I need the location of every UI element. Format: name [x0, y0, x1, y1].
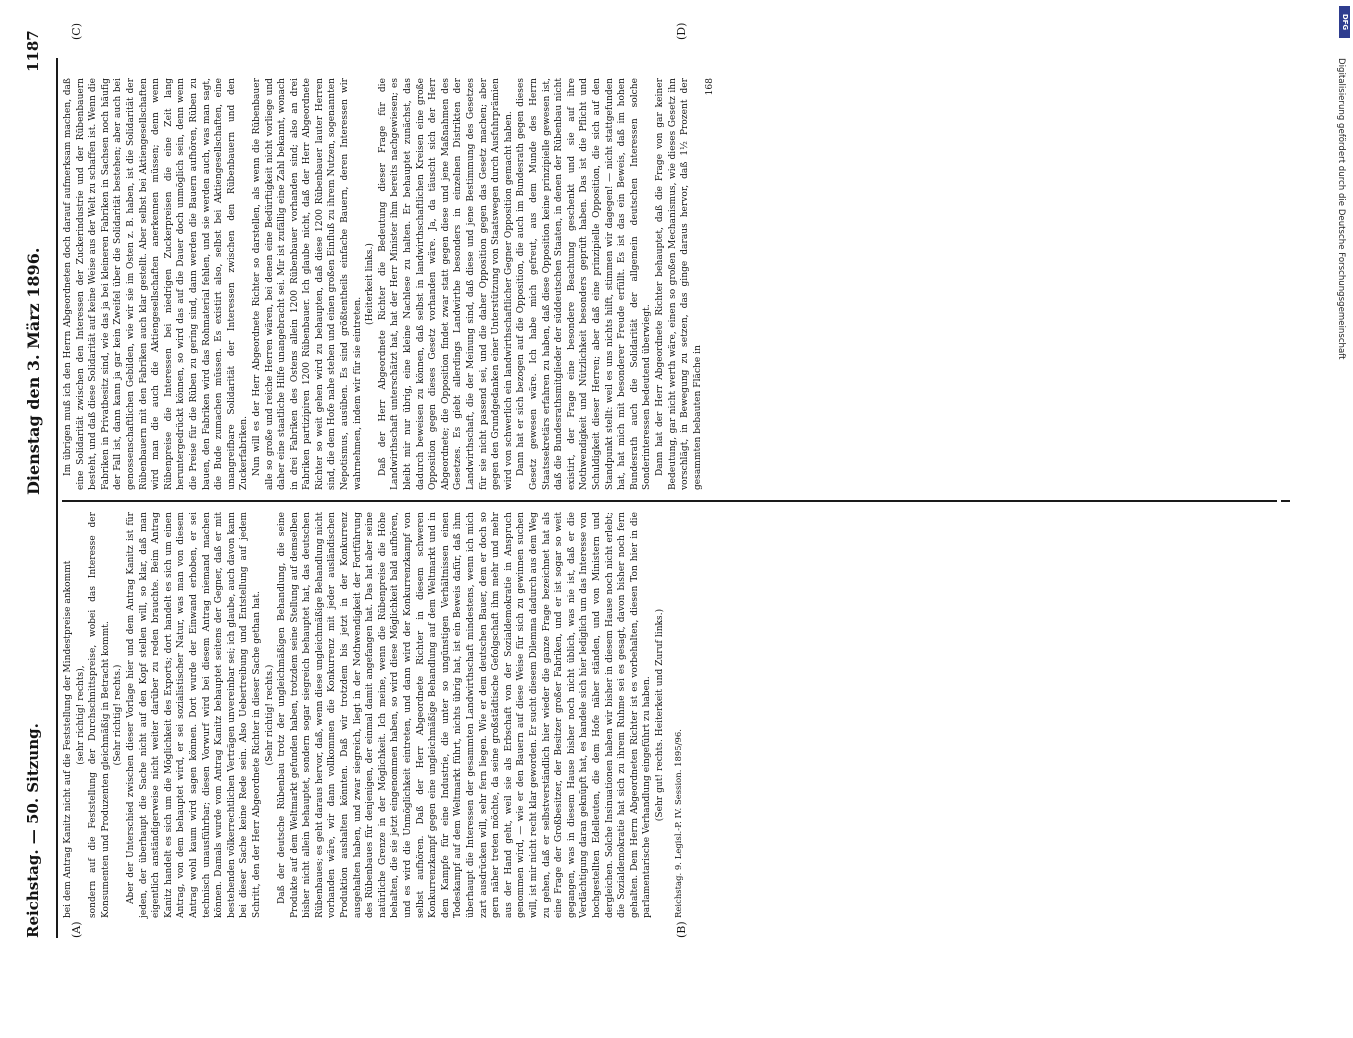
- left-column: [62, 512, 684, 918]
- paragraph: Im übrigen muß ich den Herrn Abgeordneten doch darauf aufmerksam machen, daß eine Solidarität zwischen den Interessen der Zuckerindustrie und der Rübenbauern besteht, und daß diese Solidarität auf keine Weise aus der Welt zu schaffen ist. Wenn die Fabriken in Privatbesitz sind, wie das ja bei kleineren Fabriken in Sachsen noch häufig der Fall ist, dann kann ja gar kein Zweifel über die Solidarität bestehen; aber auch bei genossenschaftlichen Gebilden, wie wir sie im Osten z. B. haben, ist die Solidarität der Rübenbauern mit den Fabriken auch klar gestellt. Aber selbst bei Aktiengesellschaften wird man die auch die Aktiengesellschaften anerkennen müssen; denn wenn Rübenpreise die Interessen bei niedrigen Zuckerpreisen die eine Zeit lang heruntergedrückt können, so wird das auf die Dauer doch unmöglich sein, denn wenn die Preise für die Rüben zu gering sind, dann werden die Bauern aufhören, Rüben zu bauen, den Fabriken wird das Rohmaterial fehlen, und sie werden auch, was man sagt, die Bude zumachen müssen. Es existirt also, selbst bei Aktiengesellschaften, eine unangreifbare Solidarität der Interessen zwischen den Rübenbauern und den Zuckerfabriken.: [63, 78, 250, 490]
- paragraph: Dann hat er sich bezogen auf die Opposition, die auch im Bundesrath gegen dieses Gesetz gewesen wäre. Ich habe mich gefreut, aus dem Munde des Herrn Staatssekretärs erfahren zu haben, daß diese Opposition keine prinzipielle gewesen ist, daß die Bundesrathsmitglieder der süddeutschen Staaten, in denen der Rübenbau nicht existirt, der Frage eine besondere Beachtung geschenkt und sie auf ihre Nothwendigkeit und Nützlichkeit besonders geprüft haben. Das ist die Pflicht und Schuldigkeit dieser Herren; aber daß eine prinzipielle Opposition, die sich auf den Standpunkt stellt: weil es uns nichts hilft, stimmen wir dagegen! — nicht stattgefunden hat, hat mich mit besonderer Freude erfüllt. Es ist das ein Beweis, daß im hohen Bundesrath auch die Solidarität der allgemein deutschen Interessen solche Sonderinteressen bedeutend überwiegt.: [516, 78, 653, 490]
- margin-marker-c: (C): [70, 23, 83, 40]
- paragraph: sondern auf die Feststellung der Durchschnittspreise, wobei das Interesse der Konsumenten und Produzenten gleichmäßig in Betracht kommt.: [88, 512, 111, 918]
- margin-marker-b: (B): [675, 921, 688, 938]
- paragraph: Aber der Unterschied zwischen dieser Vorlage hier und dem Antrag Kanitz ist für jeden, der überhaupt die Sache nicht auf den Kopf stellen will, so klar, daß man eigentlich anständigerweise nicht weiter darüber zu reden brauchte. Beim Antrag Kanitz handelt es sich um die Möglichkeit des Exports; dort handelt es sich um einen Antrag, von dem behauptet wird, er sei sozialistischer Natur, was man von diesem Antrag wohl kaum wird sagen können. Dort wurde der Einwand erhoben, er sei technisch unausführbar; diesen Vorwurf wird bei diesem Antrag niemand machen können. Damals wurde vom Antrag Kanitz behauptet seitens der Gegner, daß er mit bestehenden völkerrechtlichen Verträgen unvereinbar sei; ich glaube, auch davon kann bei dieser Sache keine Rede sein. Also Uebertreibung und Entstellung auf jedem Schritt, den der Herr Abgeordnete Richter in dieser Sache gethan hat.: [125, 512, 262, 918]
- digitisation-text: Digitalisierung gefördert durch die Deutsche Forschungsgemeinschaft: [1336, 58, 1346, 360]
- paragraph: bei dem Antrag Kanitz nicht auf die Feststellung der Mindestpreise ankommt: [63, 560, 73, 918]
- column-rule-end: [1281, 500, 1290, 502]
- paragraph: Daß der Herr Abgeordnete Richter die Bedeutung dieser Frage für die Landwirthschaft unterschätzt hat, hat der Herr Minister ihm bereits nachgewiesen; es bleibt mir nur übrig, eine kleine Nachlese zu halten. Er behauptet zunächst, das dadurch beweisen zu können, daß selbst in landwirthschaftlichen Kreisen eine große Opposition gegen dieses Gesetz vorhanden wäre. Ja, da täuscht sich der Herr Abgeordnete; die Opposition findet zwar statt gegen diese und jene Maßnahmen des Gesetzes. Es giebt allerdings Landwirthe besonders in einzelnen Distrikten der Landwirthschaft, die der Meinung sind, daß diese und jene Bestimmung des Gesetzes für sie nicht passend sei, und die daher Opposition gegen das Gesetz machen; aber gegen den Grundgedanken einer Unterstützung von Staatswegen durch Ausfuhrprämien wird von schwerlich ein landwirthschaftlicher Gegner Opposition gemacht haben.: [377, 78, 514, 490]
- margin-marker-d: (D): [675, 22, 688, 40]
- digitisation-note: [1334, 16, 1348, 996]
- page-date: Dienstag den 3. März 1896.: [24, 247, 43, 495]
- page-number: 1187: [24, 30, 42, 72]
- footer-note: Reichstag. 9. Legisl.-P. IV. Session. 1895/96.: [672, 728, 683, 918]
- interjection: (sehr richtig! rechts),: [75, 665, 86, 765]
- left-title: Reichstag. — 50. Sitzung.: [24, 723, 42, 938]
- interjection: (Sehr richtig! rechts.): [113, 664, 124, 766]
- paragraph: Daß der deutsche Rübenbau trotz der ungleichmäßigen Behandlung, die seine Produkte auf dem Weltmarkt gefunden haben, trotzdem seine Stellung auf demselben bisher nicht allein behauptet, sondern sogar siegreich behauptet hat, das deutschen Rübenbaues; es geht daraus hervor, daß, wenn diese ungleichmäßige Behandlung nicht vorhanden wäre, wir dann vollkommen die Konkurrenz mit jeder ausländischen Produktion aushalten könnten. Daß wir trotzdem bis jetzt in der Konkurrenz ausgehalten haben, und zwar siegreich, liegt in der Nothwendigkeit der Fortführung des Rübenbaues für denjenigen, der einmal damit angefangen hat. Das hat aber seine natürliche Grenze in der Möglichkeit. Ich meine, wenn die Rübenpreise die Höhe behalten, die sie jetzt eingenommen haben, so wird diese Möglichkeit bald aufhören, und es wird die Unmöglichkeit eintreten, und dann wird der Konkurrenzkampf von selbst aufhören. Daß der Herr Abgeordnete Richter in diesem schweren Konkurrenzkampf gegen eine ungleichmäßige Behandlung auf dem Weltmarkt und in dem Kampfe für eine Industrie, die unter so ungünstigen Verhältnissen einen Todeskampf auf dem Weltmarkt führt, nichts übrig hat, ist ein Beweis dafür, daß ihm überhaupt die Interessen der gesammten Landwirthschaft mindestens, wenn ich mich zart ausdrücken will, sehr fern liegen. Wie er dem deutschen Bauer, dem er doch so gern näher treten möchte, da seine großstädtische Gefolgschaft ihm mehr und mehr aus der Hand geht, weil sie als Erbschaft von der Sozialdemokratie in Anspruch genommen wird, — wie er den Bauern auf diese Weise für sich zu gewinnen suchen will, ist mir nicht recht klar geworden. Er sucht diesem Dilemma dadurch aus dem Weg zu gehen, daß er selbstverständlich hier wieder die ganze Frage bezeichnet hat als eine Frage der Großbesitzer, der Besitzer großer Fabriken, und er ist sogar so weit gegangen, was in diesem Hause bisher noch nicht üblich, was nie ist, daß er die Verdächtigung daran geknüpft hat, es handele sich hier lediglich um das Interesse von hochgestellten Edelleuten, die dem Hofe näher ständen, und von Ministern und dergleichen. Solche Insinuationen haben wir bisher in diesem Hause noch nicht erlebt; die Sozialdemokratie hat sich zu ihrem Ruhme sei es gesagt, davon bisher noch fern gehalten. Dem Herrn Abgeordneten Richter ist es vorbehalten, diesen Ton hier in die parlamentarische Verhandlung eingeführt zu haben.: [277, 512, 653, 918]
- header-rule: [56, 58, 58, 938]
- paragraph: Nun will es der Herr Abgeordnete Richter so darstellen, als wenn die Rübenbauer alle so große und reiche Herren wären, bei denen eine Bedürftigkeit nicht vorliege und daher eine staatliche Hilfe unangebracht sei. Mir ist zufällig eine Zahl bekannt, wonach in drei Fabriken des Ostens allein 1200 Rübenbauer vorhanden sind; also an drei Fabriken partizipiren 1200 Rübenbauer. Ich glaube nicht, daß der Herr Abgeordnete Richter so weit gehen wird zu behaupten, daß diese 1200 Rübenbauer lauter Herren sind, die dem Hofe nahe stehen und einen großen Einfluß zu ihrem Nutzen, sogenannten Nepotismus, ausüben. Es sind größtentheils einfache Bauern, deren Interessen wir wahrnehmen, indem wir für sie eintreten.: [251, 78, 363, 490]
- right-column: [62, 78, 717, 490]
- margin-marker-a: (A): [70, 921, 83, 938]
- interjection: (Sehr gut! rechts. Heiterkeit und Zuruf links.): [654, 608, 665, 822]
- interjection: (Sehr richtig! rechts.): [264, 664, 275, 766]
- paragraph: Dann hat der Herr Abgeordnete Richter behauptet, daß die Frage von gar keiner Bedeutung, gar nicht werth wäre, einen so großen Mechanismus, wie dieses Gesetz ihn vorschlägt, in Bewegung zu setzen, das ginge daraus hervor, daß 1½ Prozent der gesammten bebauten Fläche in: [654, 78, 703, 490]
- interjection: (Heiterkeit links.): [365, 243, 376, 325]
- column-rule: [62, 500, 1277, 502]
- signature-number: 168: [705, 78, 716, 96]
- dfg-logo-text: DFG: [1341, 13, 1349, 31]
